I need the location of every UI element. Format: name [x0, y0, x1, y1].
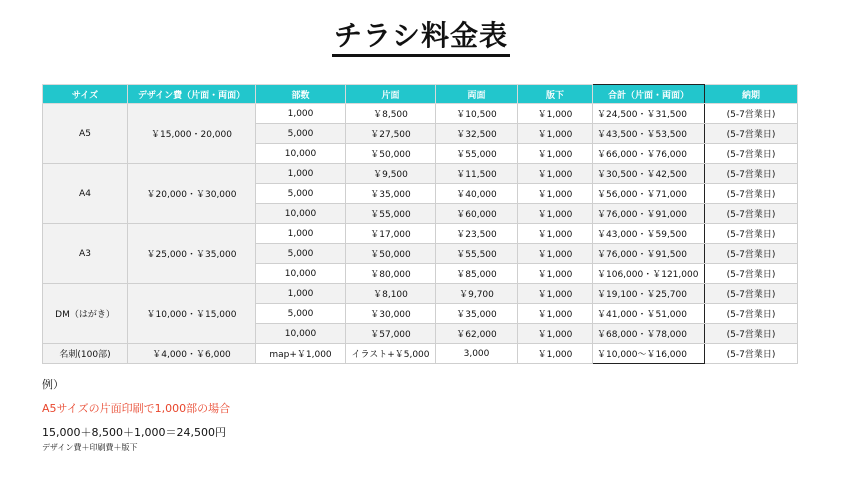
double-side-cell: ￥9,700 — [436, 284, 518, 304]
single-side-cell: ￥27,500 — [346, 124, 436, 144]
plate-cell: ￥1,000 — [518, 204, 593, 224]
size-cell: A5 — [43, 104, 128, 164]
quantity-cell: 1,000 — [256, 104, 346, 124]
double-side-cell: 3,000 — [436, 344, 518, 364]
quantity-cell: 5,000 — [256, 124, 346, 144]
delivery-cell: (5-7営業日) — [705, 344, 798, 364]
total-cell: ￥24,500・￥31,500 — [593, 104, 705, 124]
plate-cell: ￥1,000 — [518, 244, 593, 264]
header-delivery: 納期 — [705, 85, 798, 104]
quantity-cell: 1,000 — [256, 224, 346, 244]
plate-cell: ￥1,000 — [518, 104, 593, 124]
header-design: デザイン費（片面・両面） — [128, 85, 256, 104]
design-fee-cell: ￥10,000・￥15,000 — [128, 284, 256, 344]
price-table — [42, 84, 798, 364]
single-side-cell: ￥8,500 — [346, 104, 436, 124]
single-side-cell: ￥80,000 — [346, 264, 436, 284]
example-case: A5サイズの片面印刷で1,000部の場合 — [42, 402, 231, 415]
plate-cell: ￥1,000 — [518, 224, 593, 244]
total-cell: ￥56,000・￥71,000 — [593, 184, 705, 204]
plate-cell: ￥1,000 — [518, 324, 593, 344]
size-cell: 名刺(100部) — [43, 344, 128, 364]
header-row — [43, 85, 798, 104]
quantity-cell: 10,000 — [256, 204, 346, 224]
quantity-cell: 5,000 — [256, 304, 346, 324]
delivery-cell: (5-7営業日) — [705, 144, 798, 164]
quantity-cell: map+￥1,000 — [256, 344, 346, 364]
quantity-cell: 10,000 — [256, 324, 346, 344]
double-side-cell: ￥62,000 — [436, 324, 518, 344]
plate-cell: ￥1,000 — [518, 164, 593, 184]
table-header — [43, 85, 798, 104]
double-side-cell: ￥35,000 — [436, 304, 518, 324]
total-cell: ￥106,000・￥121,000 — [593, 264, 705, 284]
table-row — [43, 104, 798, 124]
example-section — [42, 376, 230, 453]
total-cell: ￥68,000・￥78,000 — [593, 324, 705, 344]
single-side-cell: ￥8,100 — [346, 284, 436, 304]
total-cell: ￥76,000・￥91,500 — [593, 244, 705, 264]
total-cell: ￥41,000・￥51,000 — [593, 304, 705, 324]
table-row — [43, 284, 798, 304]
header-total: 合計（片面・両面） — [593, 85, 705, 104]
single-side-cell: ￥30,000 — [346, 304, 436, 324]
total-cell: ￥30,500・￥42,500 — [593, 164, 705, 184]
quantity-cell: 1,000 — [256, 164, 346, 184]
total-cell: ￥66,000・￥76,000 — [593, 144, 705, 164]
design-fee-cell: ￥4,000・￥6,000 — [128, 344, 256, 364]
table-row — [43, 164, 798, 184]
double-side-cell: ￥55,500 — [436, 244, 518, 264]
double-side-cell: ￥32,500 — [436, 124, 518, 144]
header-size: サイズ — [43, 85, 128, 104]
single-side-cell: ￥17,000 — [346, 224, 436, 244]
double-side-cell: ￥10,500 — [436, 104, 518, 124]
single-side-cell: ￥50,000 — [346, 244, 436, 264]
total-cell: ￥10,000〜￥16,000 — [593, 344, 705, 364]
design-fee-cell: ￥15,000・20,000 — [128, 104, 256, 164]
plate-cell: ￥1,000 — [518, 144, 593, 164]
plate-cell: ￥1,000 — [518, 284, 593, 304]
quantity-cell: 5,000 — [256, 184, 346, 204]
design-fee-cell: ￥25,000・￥35,000 — [128, 224, 256, 284]
quantity-cell: 10,000 — [256, 144, 346, 164]
single-side-cell: イラスト+￥5,000 — [346, 344, 436, 364]
quantity-cell: 5,000 — [256, 244, 346, 264]
delivery-cell: (5-7営業日) — [705, 304, 798, 324]
delivery-cell: (5-7営業日) — [705, 184, 798, 204]
example-heading: 例） — [42, 378, 64, 391]
size-cell: A4 — [43, 164, 128, 224]
delivery-cell: (5-7営業日) — [705, 244, 798, 264]
delivery-cell: (5-7営業日) — [705, 224, 798, 244]
delivery-cell: (5-7営業日) — [705, 324, 798, 344]
plate-cell: ￥1,000 — [518, 124, 593, 144]
delivery-cell: (5-7営業日) — [705, 164, 798, 184]
plate-cell: ￥1,000 — [518, 184, 593, 204]
page-title — [0, 14, 842, 54]
total-cell: ￥43,000・￥59,500 — [593, 224, 705, 244]
size-cell: DM（はがき） — [43, 284, 128, 344]
delivery-cell: (5-7営業日) — [705, 284, 798, 304]
delivery-cell: (5-7営業日) — [705, 124, 798, 144]
table-body — [43, 104, 798, 364]
double-side-cell: ￥40,000 — [436, 184, 518, 204]
delivery-cell: (5-7営業日) — [705, 264, 798, 284]
example-calculation: 15,000＋8,500＋1,000＝24,500円 — [42, 426, 226, 439]
quantity-cell: 1,000 — [256, 284, 346, 304]
double-side-cell: ￥60,000 — [436, 204, 518, 224]
double-side-cell: ￥23,500 — [436, 224, 518, 244]
delivery-cell: (5-7営業日) — [705, 104, 798, 124]
plate-cell: ￥1,000 — [518, 344, 593, 364]
page-title-text: チラシ料金表 — [332, 19, 510, 57]
single-side-cell: ￥9,500 — [346, 164, 436, 184]
total-cell: ￥76,000・￥91,000 — [593, 204, 705, 224]
single-side-cell: ￥57,000 — [346, 324, 436, 344]
example-note: デザイン費＋印刷費＋版下 — [42, 443, 138, 452]
total-cell: ￥19,100・￥25,700 — [593, 284, 705, 304]
design-fee-cell: ￥20,000・￥30,000 — [128, 164, 256, 224]
header-quantity: 部数 — [256, 85, 346, 104]
single-side-cell: ￥35,000 — [346, 184, 436, 204]
header-single-side: 片面 — [346, 85, 436, 104]
quantity-cell: 10,000 — [256, 264, 346, 284]
single-side-cell: ￥55,000 — [346, 204, 436, 224]
single-side-cell: ￥50,000 — [346, 144, 436, 164]
double-side-cell: ￥85,000 — [436, 264, 518, 284]
plate-cell: ￥1,000 — [518, 304, 593, 324]
double-side-cell: ￥55,000 — [436, 144, 518, 164]
delivery-cell: (5-7営業日) — [705, 204, 798, 224]
header-plate: 版下 — [518, 85, 593, 104]
double-side-cell: ￥11,500 — [436, 164, 518, 184]
size-cell: A3 — [43, 224, 128, 284]
table-row — [43, 344, 798, 364]
header-double-side: 両面 — [436, 85, 518, 104]
plate-cell: ￥1,000 — [518, 264, 593, 284]
total-cell: ￥43,500・￥53,500 — [593, 124, 705, 144]
table-row — [43, 224, 798, 244]
